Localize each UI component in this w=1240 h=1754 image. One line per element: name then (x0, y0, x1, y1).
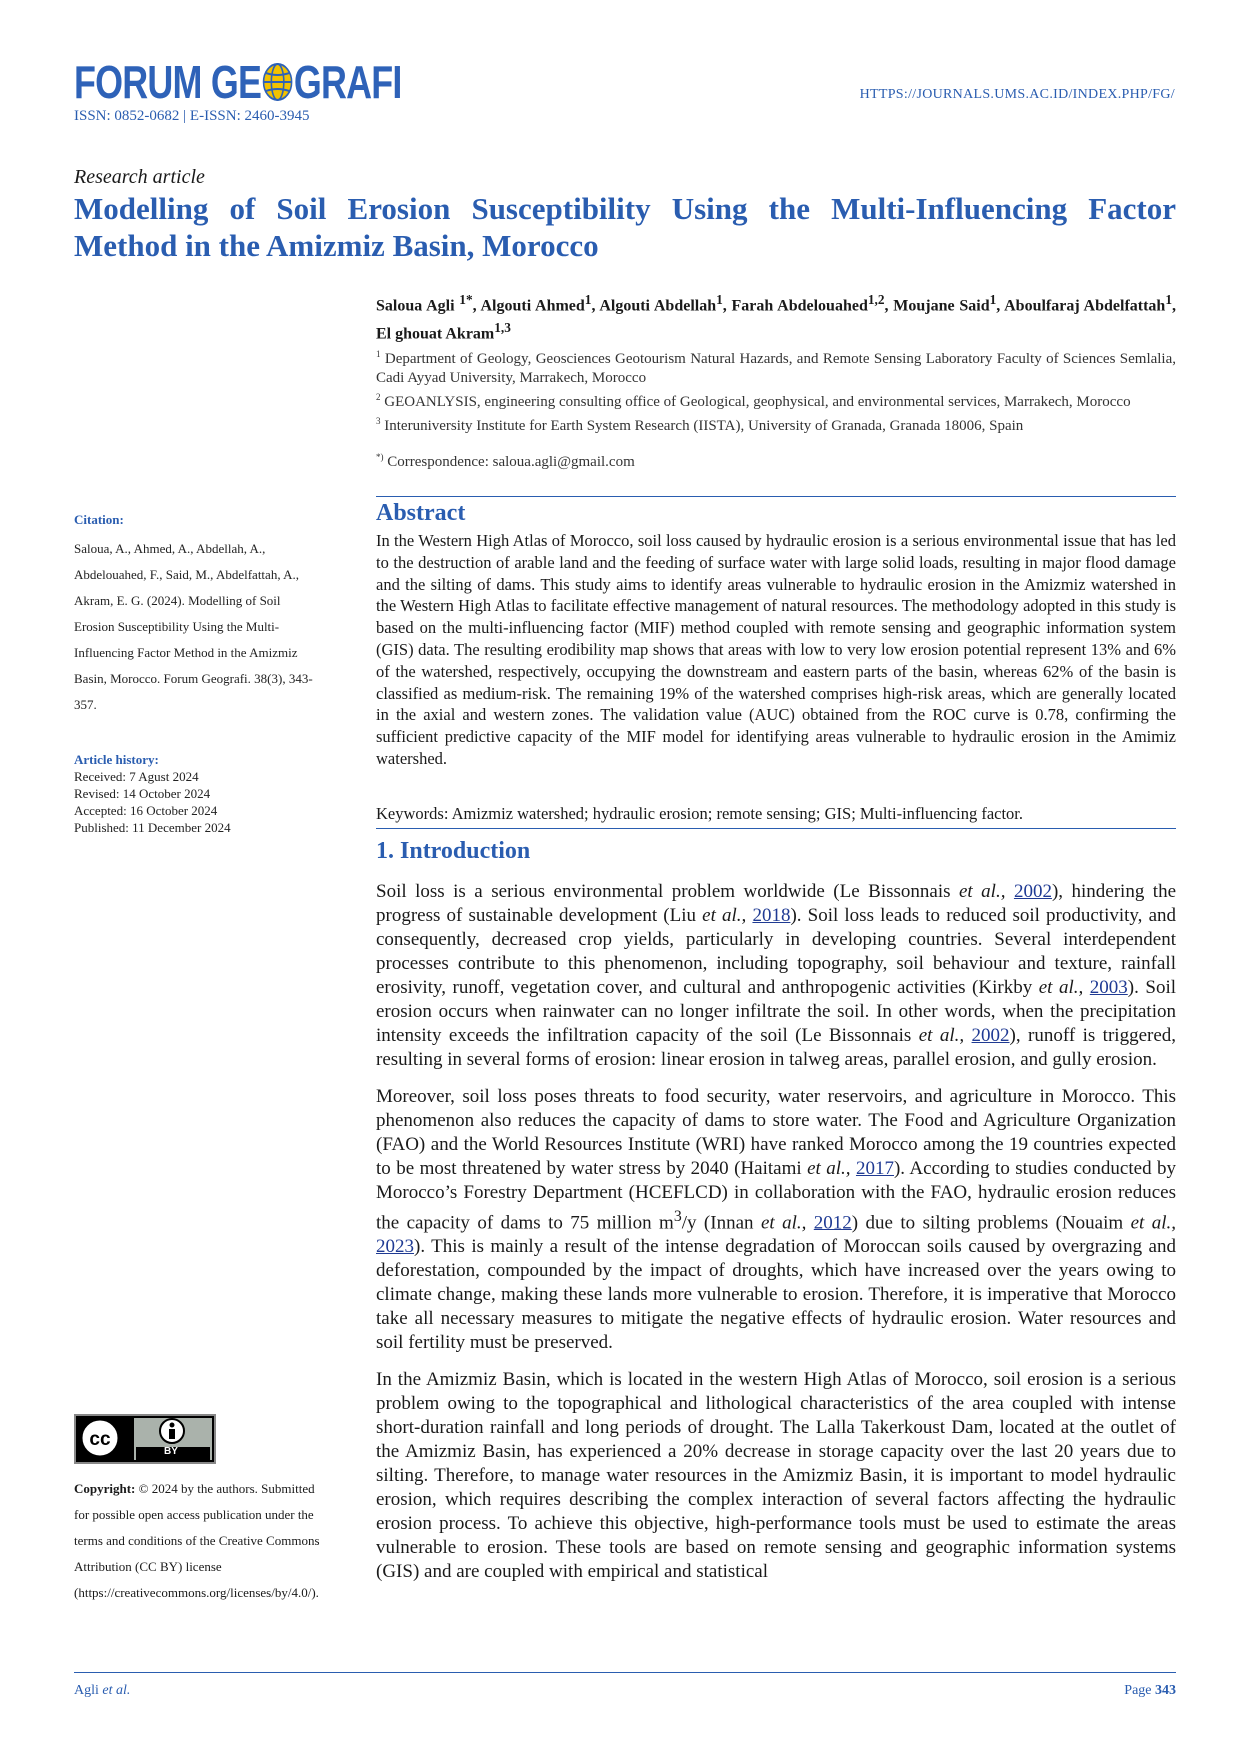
cc-by-icon (76, 1416, 214, 1462)
correspondence: *) Correspondence: saloua.agli@gmail.com (376, 452, 635, 470)
article-history-heading: Article history: (74, 752, 159, 767)
intro-paragraph-3: In the Amizmiz Basin, which is located in the western High Atlas of Morocco, soil erosion is a serious problem owing to the topographical and lithological characteristics of the area coupled with intense short-duration rainfall and long periods of drought. The Lalla Takerkoust Dam, located at the outlet of the Amizmiz Basin, has experienced a 20% decrease in storage capacity over the last 20 years due to silting. Therefore, to manage water resources in the Amizmiz Basin, it is important to model hydraulic erosion, which requires describing the complex interaction of several factors affecting the hydraulic erosion process. To achieve this objective, high-performance tools must be used to estimate the areas vulnerable to erosion. These tools are based on remote sensing and geographic information systems (GIS) and are coupled with empirical and statistical (376, 1369, 1176, 1583)
article-title: Modelling of Soil Erosion Susceptibility Using the Multi-Influencing Factor Method in the Amizmiz Basin, Morocco (74, 191, 1176, 263)
globe-icon (262, 62, 293, 102)
intro-paragraph-2: Moreover, soil loss poses threats to food security, water reservoirs, and agriculture in Morocco. This phenomenon also reduces the capacity of dams to store water. The Food and Agriculture Organization (FAO) and the World Resources Institute (WRI) have ranked Morocco among the 19 countries expected to be most threatened by water stress by 2040 (Haitami et al., 2017). According to studies conducted by Morocco’s Forestry Department (HCEFLCD) in collaboration with the FAO, hydraulic erosion reduces the capacity of dams to 75 million $m^3/y$ (Innan et al., 2012) due to silting problems (Nouaim et al., 2023). This is mainly a result of the intense degradation of Moroccan soils caused by overgrazing and deforestation, compounded by the impact of droughts, which have increased over the years owing to climate change, making these lands more vulnerable to erosion. Therefore, it is imperative that Morocco take all necessary measures to mitigate the negative effects of hydraulic erosion. Water resources and soil fertility must be preserved. (376, 1086, 1177, 1354)
introduction-heading: 1. Introduction (376, 838, 531, 864)
footer-rule (74, 1672, 1176, 1673)
logo-text-right: GRAFI (293, 56, 402, 108)
affiliation-3: $^3$ Interuniversity Institute for Earth System Research (IISTA), University of Granada, Granada 18006, Spain (376, 416, 1024, 434)
abstract-bottom-rule (376, 828, 1176, 829)
copyright-notice (74, 1476, 324, 1606)
affiliation-1: $^1$ Department of Geology, Geosciences Geotourism Natural Hazards, and Remote Sensing Laboratory Faculty of Sciences Semlalia, Cadi Ayyad University, Marrakech, Morocco (376, 349, 1177, 386)
article-history-block (74, 752, 324, 836)
abstract-text: In the Western High Atlas of Morocco, soil loss caused by hydraulic erosion is a serious environmental issue that has led to the destruction of arable land and the feeding of surface water with large solid loads, resulting in major flood damage and the silting of dams. This study aims to identify areas vulnerable to hydraulic erosion in the Amizmiz watershed in the Western High Atlas to facilitate effective management of natural resources. The methodology adopted in this study is based on the multi-influencing factor (MIF) method coupled with remote sensing and geographic information system (GIS) data. The resulting erodibility map shows that areas with low to very low erosion potential represent 13% and 6% of the watershed, respectively, occupying the downstream and eastern parts of the basin, whereas 62% of the basin is classified as medium-risk. The remaining 19% of the watershed comprises high-risk areas, which are generally located in the axial and western zones. The validation value (AUC) obtained from the ROC curve is 0.78, confirming the sufficient predictive capacity of the MIF model for identifying areas vulnerable to hydraulic erosion in the Amimiz watershed. (376, 531, 1176, 768)
footer-author: Agli et al. (74, 1683, 131, 1698)
svg-text:cc: cc (89, 1429, 111, 1450)
history-accepted: Accepted: 16 October 2024 (74, 803, 218, 818)
cc-by-license-badge[interactable] (74, 1414, 216, 1464)
abstract-heading: Abstract (376, 500, 466, 526)
history-published: Published: 11 December 2024 (74, 820, 231, 835)
cc-by-label: BY (164, 1446, 178, 1457)
author-list: Saloua Agli $^{1*}$, Algouti Ahmed$^1$, Algouti Abdellah$^1$, Farah Abdelouahed$^{1,2}$, Moujane Said$^1$, Aboulfaraj Abdelfattah$^1$, El ghouat Akram$^{1,3}$ (376, 292, 1176, 343)
affiliations (376, 345, 1176, 472)
introduction-body (376, 880, 1176, 1597)
issn-line: ISSN: 0852-0682 | E-ISSN: 2460-3945 (74, 108, 310, 124)
abstract-top-rule (376, 496, 1176, 497)
journal-url-link[interactable]: HTTPS://JOURNALS.UMS.AC.ID/INDEX.PHP/FG/ (859, 87, 1175, 102)
citation-text: Saloua, A., Ahmed, A., Abdellah, A., Abdelouahed, F., Said, M., Abdelfattah, A., Akram, E. G. (2024). Modelling of Soil Erosion Susceptibility Using the Multi-Influencing Factor Method in the Amizmiz Basin, Morocco. Forum Geografi. 38(3), 343-357. (74, 541, 313, 712)
citation-block (74, 512, 324, 718)
intro-paragraph-1: Soil loss is a serious environmental problem worldwide (Le Bissonnais et al., 2002), hindering the progress of sustainable development (Liu et al., 2018). Soil loss leads to reduced soil productivity, and consequently, decreased crop yields, particularly in developing countries. Several interdependent processes contribute to this phenomenon, including topography, soil behaviour and texture, rainfall erosivity, runoff, vegetation cover, and cultural and anthropogenic activities (Kirkby et al., 2003). Soil erosion occurs when rainwater can no longer infiltrate the soil. In other words, when the precipitation intensity exceeds the infiltration capacity of the soil (Le Bissonnais et al., 2002), runoff is triggered, resulting in several forms of erosion: linear erosion in talweg areas, parallel erosion, and gully erosion. (376, 881, 1177, 1070)
article-type: Research article (74, 166, 205, 188)
affiliation-2: $^2$ GEOANLYSIS, engineering consulting office of Geological, geophysical, and environmental services, Marrakech, Morocco (376, 392, 1131, 410)
citation-heading: Citation: (74, 512, 124, 527)
journal-logo (74, 56, 494, 108)
history-received: Received: 7 Agust 2024 (74, 769, 199, 784)
history-revised: Revised: 14 October 2024 (74, 786, 211, 801)
copyright-label: Copyright: (74, 1481, 136, 1496)
footer-page-number: Page 343 (1124, 1683, 1176, 1698)
keywords: Keywords: Amizmiz watershed; hydraulic erosion; remote sensing; GIS; Multi-influencing factor. (376, 804, 1024, 823)
copyright-text: © 2024 by the authors. Submitted for possible open access publication under the terms and conditions of the Creative Commons Attribution (CC BY) license (https://creativecommons.org/licenses/by/4.0/). (74, 1481, 320, 1600)
logo-text-left: FORUM GE (74, 56, 262, 108)
